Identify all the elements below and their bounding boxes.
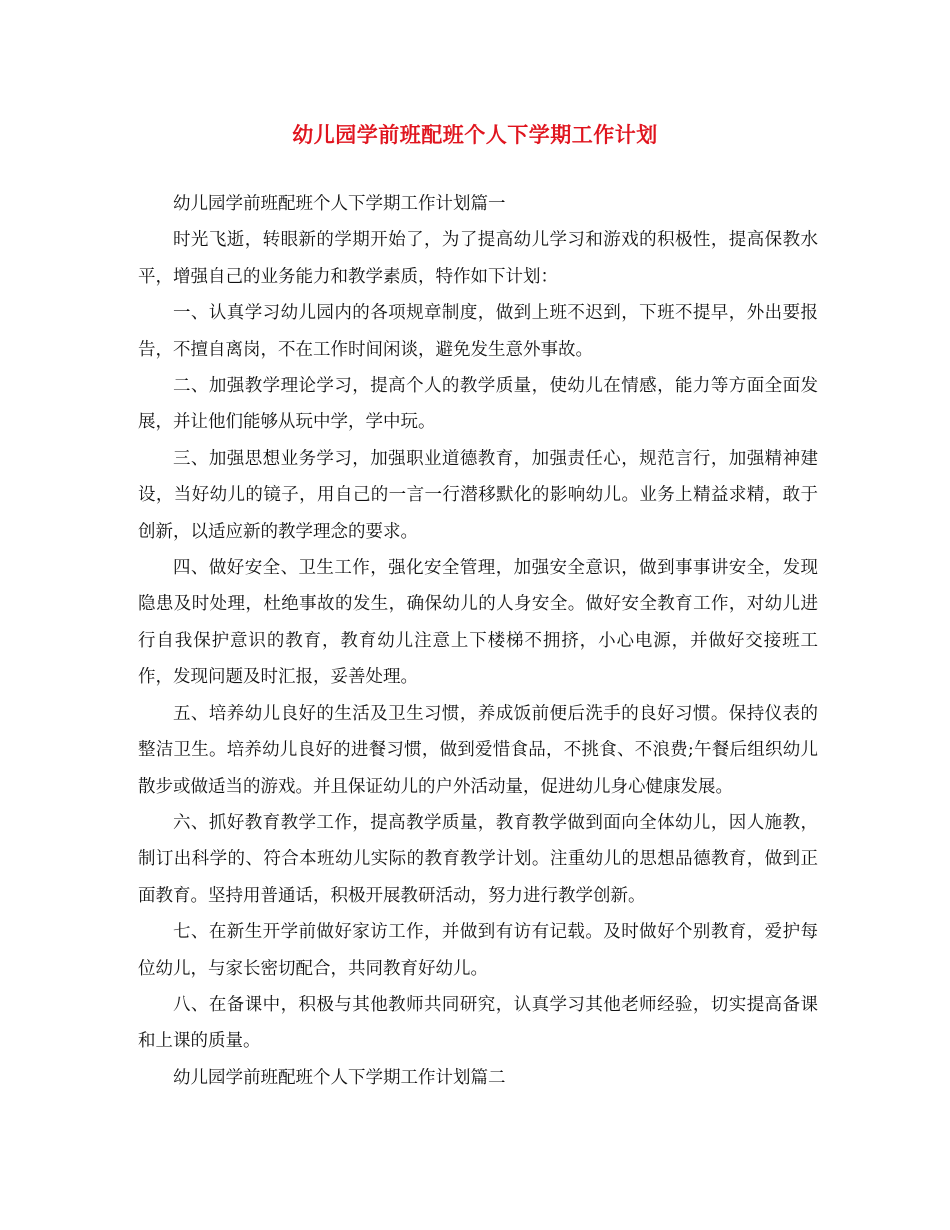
- paragraph: 时光飞逝，转眼新的学期开始了，为了提高幼儿学习和游戏的积极性，提高保教水平，增强自己的业务能力和教学素质，特作如下计划：: [138, 230, 818, 287]
- paragraph: 七、在新生开学前做好家访工作，并做到有访有记载。及时做好个别教育，爱护每位幼儿，与家长密切配合，共同教育好幼儿。: [138, 922, 818, 979]
- paragraph: 八、在备课中，积极与其他教师共同研究，认真学习其他老师经验，切实提高备课和上课的质量。: [138, 994, 818, 1052]
- paragraph: 幼儿园学前班配班个人下学期工作计划篇一: [173, 194, 506, 214]
- paragraph: 三、加强思想业务学习，加强职业道德教育，加强责任心，规范言行，加强精神建设，当好幼儿的镜子，用自己的一言一行潜移默化的影响幼儿。业务上精益求精，敢于创新，以适应新的教学理念的要求。: [138, 448, 818, 542]
- document-body: [138, 186, 818, 1096]
- paragraph: 一、认真学习幼儿园内的各项规章制度，做到上班不迟到，下班不提早，外出要报告，不擅自离岗，不在工作时间闲谈，避免发生意外事故。: [138, 303, 818, 360]
- document-title: 幼儿园学前班配班个人下学期工作计划: [292, 122, 658, 147]
- paragraph: 二、加强教学理论学习，提高个人的教学质量，使幼儿在情感，能力等方面全面发展，并让他们能够从玩中学，学中玩。: [138, 376, 818, 433]
- paragraph: 六、抓好教育教学工作，提高教学质量，教育教学做到面向全体幼儿，因人施教，制订出科学的、符合本班幼儿实际的教育教学计划。注重幼儿的思想品德教育，做到正面教育。坚持用普通话，积极开展教研活动，努力进行教学创新。: [138, 812, 818, 906]
- paragraph: 五、培养幼儿良好的生活及卫生习惯，养成饭前便后洗手的良好习惯。保持仪表的整洁卫生。培养幼儿良好的进餐习惯，做到爱惜食品，不挑食、不浪费;午餐后组织幼儿散步或做适当的游戏。并且保证幼儿的户外活动量，促进幼儿身心健康发展。: [138, 703, 818, 797]
- paragraph: 幼儿园学前班配班个人下学期工作计划篇二: [173, 1067, 506, 1088]
- paragraph: 四、做好安全、卫生工作，强化安全管理，加强安全意识，做到事事讲安全，发现隐患及时处理，杜绝事故的发生，确保幼儿的人身安全。做好安全教育工作，对幼儿进行自我保护意识的教育，教育幼儿注意上下楼梯不拥挤，小心电源，并做好交接班工作，发现问题及时汇报，妥善处理。: [138, 558, 818, 688]
